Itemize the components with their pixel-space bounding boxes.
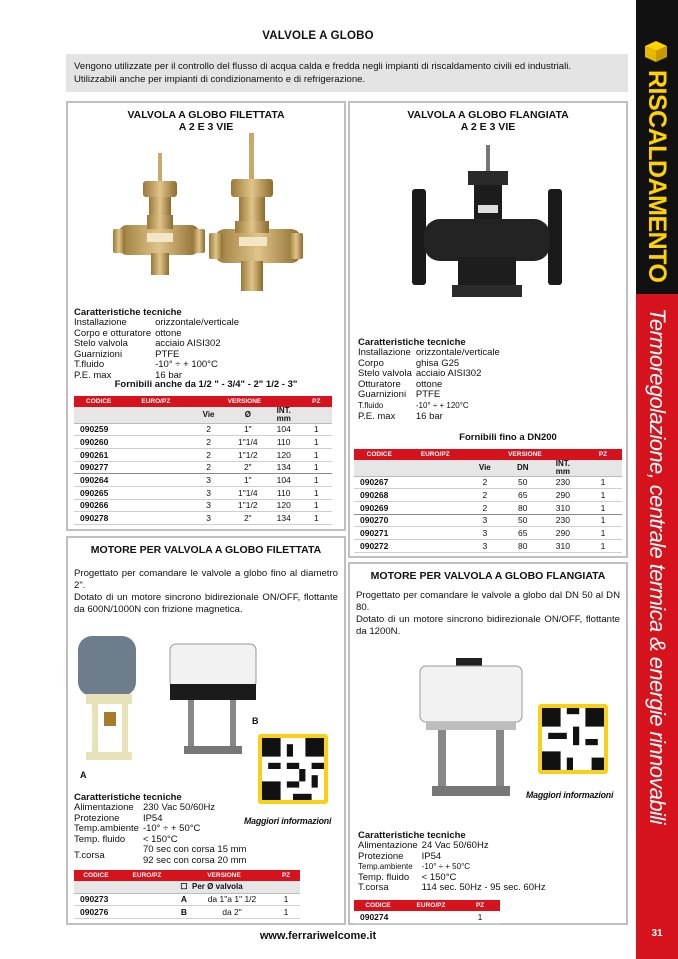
spec-row: Otturatore ottone [358, 378, 443, 390]
spec-row: T.corsa 114 sec. 50Hz - 95 sec. 60Hz [358, 882, 546, 894]
spec-row: Stelo valvola acciaio AISI302 [358, 368, 482, 380]
motor-threaded-title: MOTORE PER VALVOLA A GLOBO FILETTATA [90, 544, 322, 556]
flanged-motor-image [416, 658, 526, 808]
more-info-link[interactable]: Maggiori informazioni [244, 816, 332, 826]
table-row: 090276 B da 2" 1 [74, 906, 300, 919]
spec-row: Protezione IP54 [74, 812, 163, 824]
spec-row: Alimentazione 24 Vac 50/60Hz [358, 840, 489, 851]
threaded-valves-image [113, 133, 303, 303]
motor-b-label: B [252, 716, 259, 726]
table-row: 090272 3 80 310 1 [354, 539, 622, 552]
checkbox-icon: ☐ [180, 882, 188, 891]
threaded-motors-image [72, 634, 262, 774]
table-row: 090278 3 2" 134 1 [74, 512, 332, 525]
qr-code-icon[interactable] [538, 704, 608, 774]
table-row: 090260 2 1"1/4 110 1 [74, 436, 332, 449]
table-row: 090264 3 1" 104 1 [74, 474, 332, 487]
motor-threaded-table: CODICE EURO/PZ VERSIONE PZ ☐ Per Ø valvola 090273 A da 1"a 1" 1/2 1 090276 B da 2" 1 [74, 870, 300, 919]
valve-threaded-note: Fornibili anche da 1/2 " - 3/4" - 2" 1/2 - 3" [114, 379, 298, 390]
table-row: 090269 2 80 310 1 [354, 501, 622, 514]
table-row: 090261 2 1"1/2 120 1 [74, 448, 332, 461]
motor-flanged-title: MOTORE PER VALVOLA A GLOBO FLANGIATA [370, 570, 606, 582]
sidebar-category: RISCALDAMENTO [643, 70, 671, 283]
table-row: 090273 A da 1"a 1" 1/2 1 [74, 893, 300, 906]
valve-threaded-table: CODICE EURO/PZ VERSIONE PZ Vie Ø INT. mm 090259 2 1" 104 1 090260 2 1"1/4 110 1 090261 2 1"1/2 120 1 090277 2 2" 134 1 090264 3 1" 104 1 090265 3 1"1/4 110 1 090266 3 1"1/2 120 1 090278 3 2" 134 1 [74, 396, 332, 525]
more-info-link[interactable]: Maggiori informazioni [526, 790, 614, 800]
table-row: 090270 3 50 230 1 [354, 514, 622, 527]
spec-row: Temp. fluido < 150°C [358, 871, 457, 883]
spec-row: Corpo e otturatore ottone [74, 327, 182, 339]
motor-threaded-desc: Progettato per comandare le valvole a globo fino al diametro 2". Dotato di un motore sincrono bidirezionale ON/OFF, flottante da 600N/1000N con frizione magnetica. [74, 568, 338, 615]
page-title: VALVOLE A GLOBO [262, 30, 374, 42]
valve-flanged-table: CODICE EURO/PZ VERSIONE PZ Vie DN INT. mm 090267 2 50 230 1 090268 2 65 290 1 090269 2 80 310 1 090270 3 50 230 1 090271 3 65 290 1 090272 3 80 310 1 [354, 449, 622, 553]
valve-threaded-specs: Caratteristiche tecniche Installazione orizzontale/verticale Corpo e otturatore ottone Stelo valvola acciaio AISI302 Guarnizioni PTFE T.fluido -10° ÷ + 100°C P.E. max 16 bar [74, 307, 240, 381]
spec-row: P.E. max 16 bar [358, 410, 443, 422]
spec-row: Temp.ambiente -10° ÷ + 50°C [358, 862, 471, 872]
spec-row: Temp.ambiente -10° ÷ + 50°C [74, 823, 201, 835]
spec-row: Temp. fluido < 150°C [74, 833, 178, 845]
intro-line-1: Vengono utilizzate per il controllo del flusso di acqua calda e fredda negli impianti di riscaldamento civili ed industriali. [74, 61, 572, 72]
table-row: 090277 2 2" 134 1 [74, 461, 332, 474]
spec-row: Stelo valvola acciaio AISI302 [74, 338, 221, 350]
spec-row: Installazione orizzontale/verticale [74, 317, 240, 328]
spec-row: T.fluido -10° ÷ + 100°C [74, 359, 218, 371]
panel-valve-threaded [66, 101, 346, 531]
category-box-icon [641, 38, 671, 64]
spec-row: Alimentazione 230 Vac 50/60Hz [74, 802, 216, 813]
valve-threaded-title: VALVOLA A GLOBO FILETTATA A 2 E 3 VIE [127, 109, 285, 133]
panel-valve-flanged [348, 101, 628, 558]
qr-code-icon[interactable] [258, 734, 328, 804]
motor-flanged-specs: Caratteristiche tecniche Alimentazione 24 Vac 50/60Hz Protezione IP54 Temp.ambiente -10° ÷ + 50°C Temp. fluido < 150°C T.corsa 114 sec. 50Hz - 95 sec. 60Hz [358, 830, 546, 894]
motor-flanged-desc: Progettato per comandare le valvole a globo dal DN 50 al DN 80. Dotato di un motore sincrono bidirezionale ON/OFF, flottante da 1200N. [356, 590, 620, 637]
spec-row: Installazione orizzontale/verticale [358, 347, 500, 358]
spec-row: Corpo ghisa G25 [358, 357, 460, 369]
table-row: 090274 1 [354, 911, 500, 924]
footer-url[interactable]: www.ferrariwelcome.it [259, 930, 377, 942]
table-row: 090268 2 65 290 1 [354, 489, 622, 502]
table-row: 090265 3 1"1/4 110 1 [74, 486, 332, 499]
spec-row: Protezione IP54 [358, 850, 442, 862]
valve-flanged-note: Fornibili fino a DN200 [459, 432, 557, 443]
table-row: 090266 3 1"1/2 120 1 [74, 499, 332, 512]
table-row: 090271 3 65 290 1 [354, 527, 622, 540]
valve-flanged-specs: Caratteristiche tecniche Installazione orizzontale/verticale Corpo ghisa G25 Stelo valvola acciaio AISI302 Otturatore ottone Guarnizioni PTFE T.fluido -10° ÷ + 120°C P.E. max 16 bar [358, 337, 500, 422]
flanged-valve-image [412, 145, 562, 315]
motor-flanged-table: CODICE EURO/PZ PZ 090274 1 [354, 900, 500, 924]
spec-row: T.fluido -10° ÷ + 120°C [358, 400, 469, 410]
page-number: 31 [651, 928, 663, 939]
spec-row: Guarnizioni PTFE [358, 389, 441, 401]
motor-a-label: A [80, 770, 87, 780]
spec-row: Guarnizioni PTFE [74, 348, 180, 360]
spec-row: P.E. max 16 bar [74, 369, 183, 381]
motor-threaded-specs: Caratteristiche tecniche Alimentazione 230 Vac 50/60Hz Protezione IP54 Temp.ambiente -10° ÷ + 50°C Temp. fluido < 150°C T.corsa 70 sec con corsa 15 mm 92 sec con corsa 20 mm [74, 792, 247, 866]
valve-flanged-title: VALVOLA A GLOBO FLANGIATA A 2 E 3 VIE [407, 109, 569, 133]
table-row: 090267 2 50 230 1 [354, 476, 622, 489]
intro-box [66, 54, 628, 92]
intro-line-2: Utilizzabili anche per impianti di condizionamento e di refrigerazione. [74, 74, 366, 85]
panel-motor-flanged [348, 562, 628, 925]
sidebar-subtitle: Termoregolazione, centrale termica & energie rinnovabili [645, 308, 670, 824]
table-row: 090259 2 1" 104 1 [74, 423, 332, 436]
panel-motor-threaded [66, 536, 346, 925]
